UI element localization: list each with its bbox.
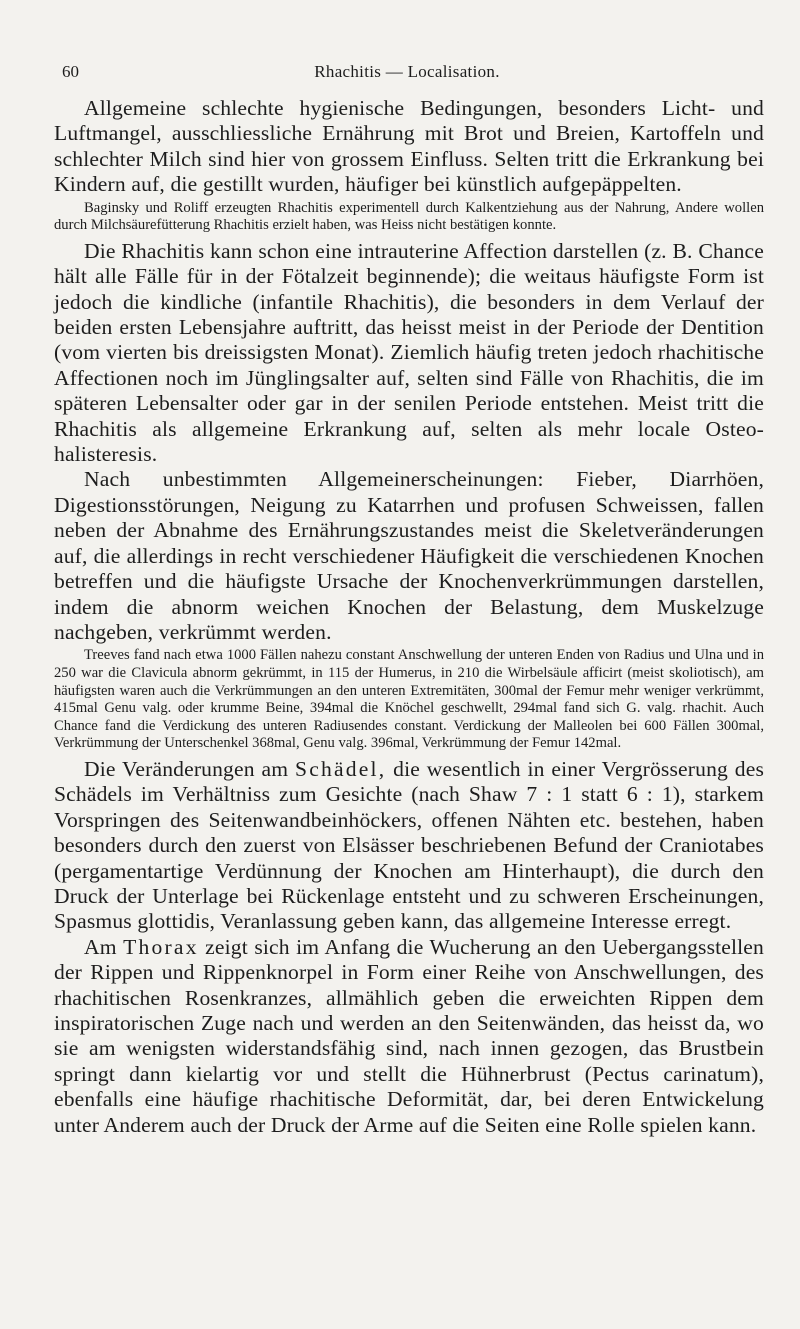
page-number: 60 bbox=[62, 62, 79, 81]
page-body bbox=[54, 96, 764, 1138]
page-header bbox=[62, 62, 752, 88]
skull-lead: Die Veränderungen am bbox=[84, 756, 289, 781]
thorax-lead: Am bbox=[84, 934, 117, 959]
note-treeves-statistics: Treeves fand nach etwa 1000 Fällen nahezu constant Anschwellung der unteren Enden von Radius und Ulna und in 250 war die Clavicula abnorm gekrümmt, in 115 der Humerus, in 210 die Wirbelsäule afficirt (meist skoliotisch), am häufigsten waren auch die Verkrümmungen an den unteren Extremitäten, 300mal der Femur mehr weniger verkrümmt, 415mal Genu valg. oder krumme Beine, 394mal die Knöchel geschwellt, 294mal fand sich G. valg. rhachit. Auch Chance fand die Verdickung des unteren Radiusendes constant. Verdickung der Malleolen bei 600 Fällen 300mal, Verkrümmung der Unterschenkel 368mal, Genu valg. 396mal, Verkrümmung der Femur 142mal. bbox=[54, 647, 764, 752]
thorax-keyword: Thorax bbox=[123, 934, 199, 959]
paragraph-symptoms: Nach unbestimmten Allgemeinerscheinungen: Fieber, Diarrhöen, Digestionsstörungen, Neigung zu Katarrhen und profusen Schweissen, fallen neben der Abnahme des Ernährungszustandes meist die Skeletveränderungen auf, die allerdings in recht verschiedener Häufigkeit die verschiedenen Knochen betreffen und die häufigste Ursache der Knochenverkrümmungen darstellen, indem die abnorm weichen Knochen der Belastung, dem Muskelzuge nachgeben, verkrümmt werden. bbox=[54, 467, 764, 644]
note-experiments: Baginsky und Roliff erzeugten Rhachitis experimentell durch Kalkentziehung aus der Nahrung, Andere wollen durch Milchsäurefütterung Rhachitis erzielt haben, was Heiss nicht bestätigen konnte. bbox=[54, 199, 764, 234]
skull-keyword: Schädel, bbox=[295, 756, 387, 781]
paragraph-skull bbox=[54, 757, 764, 935]
paragraph-hygiene: Allgemeine schlechte hygienische Bedingungen, besonders Licht- und Luftmangel, ausschliessliche Ernährung mit Brot und Breien, Kartoffeln und schlechter Milch sind hier von grossem Einfluss. Selten tritt die Erkrankung bei Kindern auf, die gestillt wurden, häufiger bei künstlich aufgepäppelten. bbox=[54, 96, 764, 197]
thorax-text: zeigt sich im Anfang die Wucherung an den Uebergangsstellen der Rippen und Rippenknorpel in Form einer Reihe von Anschwellungen, des rhachitischen Rosenkranzes, allmählich geben die erweichten Rippen dem inspiratorischen Zuge nach und werden an den Seitenwänden, das heisst da, wo sie am wenigsten widerstandsfähig sind, nach innen gezogen, das Brustbein springt dann kielartig vor und stellt die Hühnerbrust (Pectus carinatum), ebenfalls eine häufige rhachitische Deformität, dar, bei deren Entwickelung unter Anderem auch der Druck der Arme auf die Seiten eine Rolle spielen kann. bbox=[54, 934, 764, 1137]
paragraph-onset: Die Rhachitis kann schon eine intrauterine Affection darstellen (z. B. Chance hält alle Fälle für in der Fötalzeit beginnende); die weitaus häufigste Form ist jedoch die kindliche (infantile Rhachitis), die besonders in dem Verlauf der beiden ersten Lebensjahre auftritt, das heisst meist in der Periode der Dentition (vom vierten bis dreissigsten Monat). Ziemlich häufig treten jedoch rhachitische Affectionen noch im Jünglingsalter auf, selten sind Fälle von Rhachitis, die im späteren Lebensalter oder gar in der senilen Periode entstehen. Meist tritt die Rhachitis als allgemeine Erkrankung auf, selten als mehr locale Osteo-halisteresis. bbox=[54, 238, 764, 467]
skull-text: die wesentlich in einer Vergrösserung des Schädels im Verhältniss zum Gesichte (nach Shaw 7 : 1 statt 6 : 1), starkem Vorspringen des Seitenwandbeinhöckers, offenen Nähten etc. bestehen, haben besonders durch den zuerst von Elsässer beschriebenen Befund der Craniotabes (pergamentartige Verdünnung der Knochen am Hinterhaupt), die durch den Druck der Unterlage bei Rückenlage entsteht und zu schweren Erscheinungen, Spasmus glottidis, Veranlassung geben kann, das allgemeine Interesse erregt. bbox=[54, 756, 764, 934]
paragraph-thorax bbox=[54, 935, 764, 1138]
running-title: Rhachitis — Localisation. bbox=[314, 62, 500, 81]
